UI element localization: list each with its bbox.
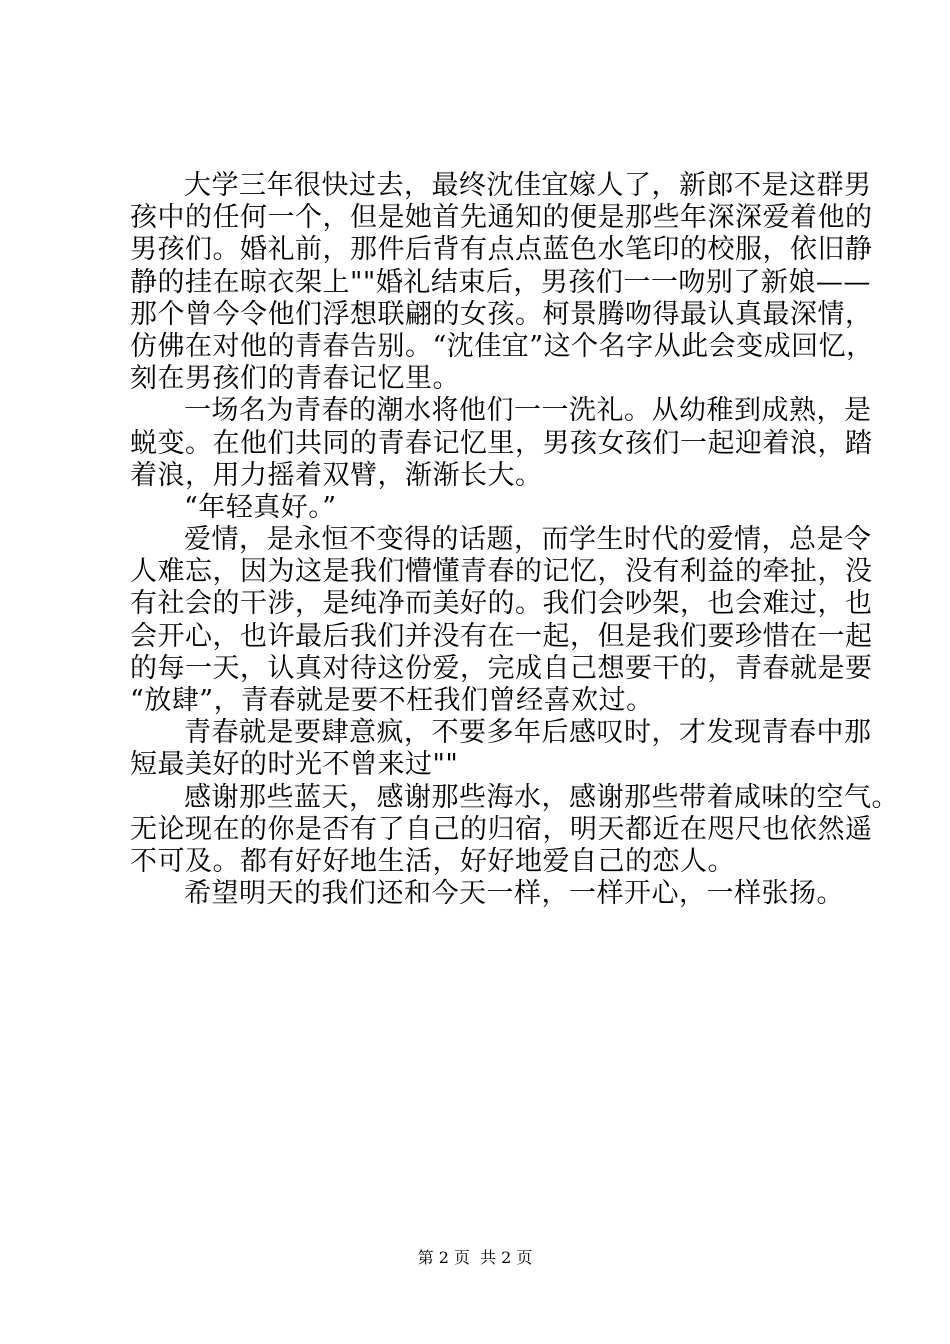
text-line: 仿佛在对他的青春告别。“沈佳宜”这个名字从此会变成回忆， xyxy=(130,330,874,362)
text-line: 有社会的干涉，是纯净而美好的。我们会吵架，也会难过，也 xyxy=(130,588,873,620)
text-line: 短最美好的时光不曾来过"" xyxy=(130,749,459,781)
text-line: 大学三年很快过去，最终沈佳宜嫁人了，新郎不是这群男 xyxy=(184,170,872,201)
text-line: “年轻真好。” xyxy=(184,491,337,523)
text-line: 人难忘，因为这是我们懵懂青春的记忆，没有利益的牵扯，没 xyxy=(130,556,873,588)
text-line: 孩中的任何一个，但是她首先通知的便是那些年深深爱着他的 xyxy=(130,202,873,234)
text-line: 感谢那些蓝天，感谢那些海水，感谢那些带着咸味的空气。 xyxy=(184,781,899,813)
text-line: 不可及。都有好好地生活，好好地爱自己的恋人。 xyxy=(130,845,735,877)
text-line: 无论现在的你是否有了自己的归宿，明天都近在咫尺也依然遥 xyxy=(130,813,873,845)
document-body xyxy=(130,170,899,910)
text-line: 蜕变。在他们共同的青春记忆里，男孩女孩们一起迎着浪，踏 xyxy=(130,427,873,459)
text-line: 一场名为青春的潮水将他们一一洗礼。从幼稚到成熟，是 xyxy=(184,395,872,427)
text-line: 希望明天的我们还和今天一样，一样开心，一样张扬。 xyxy=(184,878,844,910)
page-footer xyxy=(0,1245,950,1268)
page-number: 第 2 页 xyxy=(417,1248,470,1267)
text-line: “放肆”，青春就是要不枉我们曾经喜欢过。 xyxy=(130,685,654,716)
text-line: 刻在男孩们的青春记忆里。 xyxy=(130,363,460,395)
text-line: 男孩们。婚礼前，那件后背有点点蓝色水笔印的校服，依旧静 xyxy=(130,234,873,266)
text-line: 爱情，是永恒不变得的话题，而学生时代的爱情，总是令 xyxy=(184,524,872,556)
page-total: 共 2 页 xyxy=(480,1248,533,1267)
text-line: 着浪，用力摇着双臂，渐渐长大。 xyxy=(130,459,543,491)
text-line: 静的挂在晾衣架上""婚礼结束后，男孩们一一吻别了新娘—— xyxy=(130,266,871,298)
text-line: 的每一天，认真对待这份爱，完成自己想要干的，青春就是要 xyxy=(130,652,873,684)
text-line: 会开心，也许最后我们并没有在一起，但是我们要珍惜在一起 xyxy=(130,620,873,652)
text-line: 青春就是要肆意疯，不要多年后感叹时，才发现青春中那 xyxy=(184,717,872,749)
text-line: 那个曾今令他们浮想联翩的女孩。柯景腾吻得最认真最深情， xyxy=(130,298,873,330)
